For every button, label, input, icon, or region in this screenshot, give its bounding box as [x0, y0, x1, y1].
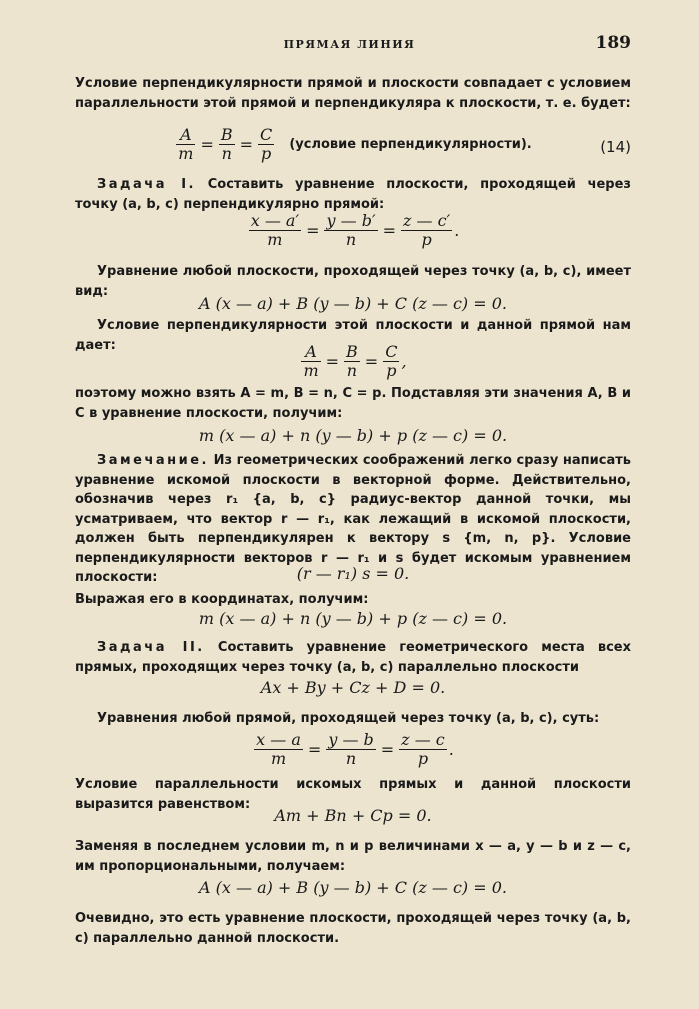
numerator: B — [346, 342, 358, 361]
equals-sign: = — [325, 352, 340, 371]
fraction — [301, 343, 320, 380]
paragraph-8: Заменяя в последнем условии m, n и p величинами x — a, y — b и z — c, им пропорциональными, получаем: — [75, 839, 631, 874]
numerator: A — [176, 126, 195, 145]
equals-sign: = — [306, 221, 320, 240]
running-header-title: ПРЯМАЯ ЛИНИЯ — [283, 38, 416, 51]
fraction — [383, 343, 399, 380]
numerator: B — [220, 125, 233, 144]
numerator: y — b′ — [326, 211, 376, 230]
numerator: A — [301, 343, 320, 362]
task-2 — [75, 638, 631, 677]
equals-sign: = — [382, 221, 396, 240]
fraction-chain — [299, 342, 407, 380]
fraction-chain — [247, 211, 460, 249]
paragraph-2: Уравнение любой плоскости, проходящей через точку (a, b, c), имеет вид: — [75, 264, 631, 299]
remark-text: Из геометрических соображений легко сразу написать уравнение искомой плоскости в векторной форме. Действительно, обозначив через r₁ {a, b, c} радиус-вектор данной точки, мы усматриваем, что вектор r — r₁, как лежащий в искомой плоскости, должен быть перпендикулярен к вектору s {m, n, p}. Условие перпендикулярности векторов r — r₁ и s будет искомым уравнением плоскости: — [75, 453, 631, 585]
final-equation: A (x — a) + B (y — b) + C (z — c) = 0. — [198, 878, 507, 897]
fraction — [254, 731, 303, 768]
fraction — [249, 212, 301, 249]
fraction — [399, 731, 447, 768]
punctuation: . — [448, 740, 454, 759]
punctuation: , — [401, 352, 407, 371]
fraction — [344, 343, 360, 380]
paragraph-7: Условие параллельности искомых прямых и данной плоскости выразится равенством: — [75, 777, 631, 812]
equation-number: (14) — [600, 138, 631, 156]
fraction — [176, 126, 195, 163]
paragraph-1: Условие перпендикулярности прямой и плоскости совпадает с условием параллельности этой прямой и перпендикуляра к плоскости, т. е. будет: — [75, 76, 631, 111]
fraction — [258, 126, 274, 163]
task-2-text: Составить уравнение геометрического места всех прямых, проходящих через точку (a, b, c) параллельно плоскости — [75, 640, 632, 675]
vector-equation: (r — r₁) s = 0. — [296, 564, 410, 583]
denominator: n — [345, 230, 357, 249]
parallel-condition: Am + Bn + Cp = 0. — [274, 806, 432, 825]
denominator: p — [261, 144, 272, 163]
task-1-label: Задача I. — [97, 177, 196, 192]
fraction — [401, 212, 452, 249]
equals-sign: = — [364, 352, 379, 371]
page-number: 189 — [595, 33, 631, 53]
denominator: m — [303, 361, 319, 380]
equation-mnp: m (x — a) + n (y — b) + p (z — c) = 0. — [198, 426, 508, 445]
numerator: x — a′ — [250, 211, 300, 230]
perpendicular-condition — [75, 343, 631, 380]
denominator: p — [386, 361, 397, 380]
denominator: n — [346, 361, 358, 380]
paragraph-9: Очевидно, это есть уравнение плоскости, проходящей через точку (a, b, c) параллельно данной плоскости. — [75, 911, 631, 946]
denominator: n — [345, 749, 357, 768]
paragraph-3: Условие перпендикулярности этой плоскости и данной прямой нам дает: — [75, 318, 631, 353]
denominator: n — [221, 144, 232, 163]
fraction-chain — [174, 125, 276, 163]
denominator: m — [178, 144, 194, 163]
paragraph-4: поэтому можно взять A = m, B = n, C = p. Подставляя эти значения A, B и C в уравнение плоскости, получим: — [75, 386, 631, 421]
equation-mnp-2: m (x — a) + n (y — b) + p (z — c) = 0. — [198, 609, 508, 628]
paragraph-5: Выражая его в координатах, получим: — [75, 592, 369, 607]
numerator: z — c — [401, 730, 445, 749]
numerator: y — b — [328, 730, 374, 749]
line-equation-2 — [75, 731, 631, 768]
fraction — [326, 731, 375, 768]
numerator: z — c′ — [402, 211, 451, 230]
numerator: C — [385, 342, 398, 361]
denominator: m — [270, 749, 287, 768]
denominator: m — [267, 230, 283, 249]
line-equation-1 — [75, 212, 631, 249]
general-plane-equation: Ax + By + Cz + D = 0. — [260, 678, 446, 697]
equals-sign: = — [380, 740, 395, 759]
numerator: x — a — [256, 730, 301, 749]
denominator: p — [417, 749, 429, 768]
numerator: C — [260, 125, 273, 144]
remark-label: Замечание. — [97, 453, 209, 468]
fraction-chain — [252, 730, 454, 768]
fraction — [324, 212, 377, 249]
punctuation: . — [454, 221, 460, 240]
paragraph-6: Уравнения любой прямой, проходящей через точку (a, b, c), суть: — [97, 711, 600, 726]
task-1 — [75, 175, 631, 214]
task-1-text: Составить уравнение плоскости, проходящей через точку (a, b, c) перпендикулярно прямой: — [75, 177, 631, 212]
equals-sign: = — [307, 740, 322, 759]
fraction — [219, 126, 235, 163]
equation-14 — [75, 126, 631, 163]
denominator: p — [421, 230, 432, 249]
equals-sign: = — [200, 135, 214, 154]
task-2-label: Задача II. — [97, 640, 205, 655]
equals-sign: = — [239, 135, 254, 154]
plane-equation: A (x — a) + B (y — b) + C (z — c) = 0. — [198, 294, 507, 313]
equation-14-label: (условие перпендикулярности). — [289, 137, 532, 152]
